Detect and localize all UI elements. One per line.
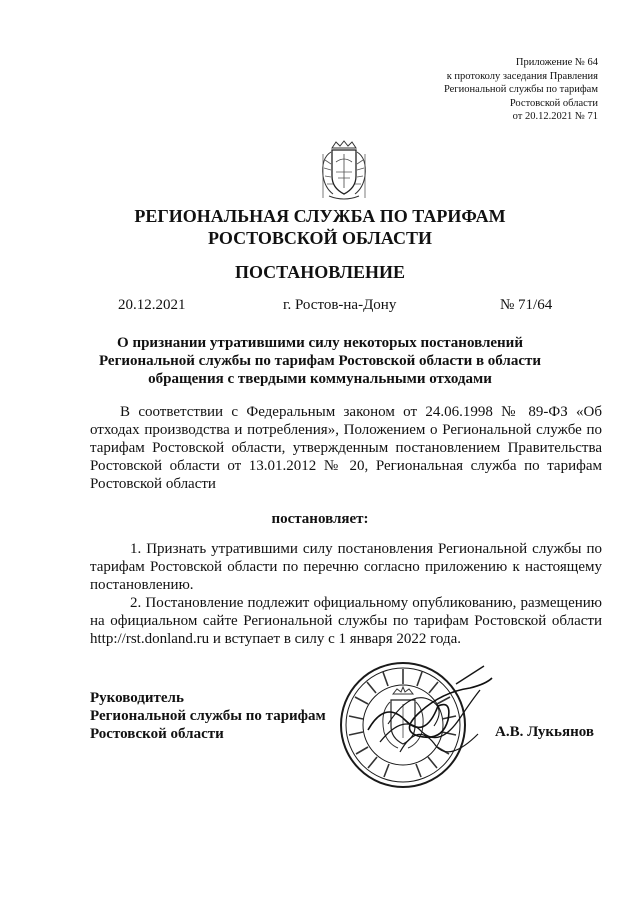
appendix-line: от 20.12.2021 № 71	[512, 111, 598, 122]
organization-name-line: РЕГИОНАЛЬНАЯ СЛУЖБА ПО ТАРИФАМ	[134, 206, 506, 226]
signatory-name: А.В. Лукьянов	[495, 724, 594, 740]
resolves-heading: постановляет:	[271, 511, 369, 527]
document-date: 20.12.2021	[118, 297, 186, 313]
document-number: № 71/64	[500, 297, 553, 313]
organization-name-line: РОСТОВСКОЙ ОБЛАСТИ	[208, 228, 432, 248]
subject-line: обращения с твердыми коммунальными отходами	[148, 371, 492, 387]
rostov-oblast-coat-of-arms-icon	[315, 140, 373, 204]
subject-line: О признании утратившими силу некоторых постановлений	[117, 335, 523, 351]
preamble-paragraph: В соответствии с Федеральным законом от 24.06.1998 № 89-ФЗ «Об отходах производства и потребления», Положением о Региональной службе по тарифам Ростовской области, утвержденным постановлением Правительства Ростовской области от 13.01.2012 № 20, Региональная служба по тарифам Ростовской области	[90, 404, 602, 492]
appendix-line: Приложение № 64	[515, 57, 598, 68]
signatory-title-line: Руководитель	[90, 690, 184, 706]
document-type-title: ПОСТАНОВЛЕНИЕ	[234, 262, 406, 282]
resolution-item-2: 2. Постановление подлежит официальному опубликованию, размещению на официальном сайте Региональной службы по тарифам Ростовской области http://rst.donland.ru и вступает в силу с 1 января 2022 года.	[90, 595, 602, 647]
signatory-title-line: Региональной службы по тарифам	[90, 708, 326, 724]
resolution-item-1: 1. Признать утратившими силу постановления Региональной службы по тарифам Ростовской области по перечню согласно приложению к настоящему постановлению.	[90, 541, 602, 593]
appendix-line: Региональной службы по тарифам	[443, 84, 598, 95]
signatory-title-line: Ростовской области	[90, 726, 224, 742]
organization-name	[0, 205, 640, 249]
appendix-note	[444, 56, 598, 124]
handwritten-signature-icon	[360, 660, 500, 770]
document-subject	[0, 334, 640, 388]
appendix-line: Ростовской области	[509, 97, 598, 109]
document-city: г. Ростов-на-Дону	[283, 297, 397, 313]
subject-line: Региональной службы по тарифам Ростовской области в области	[98, 353, 542, 369]
appendix-line: к протоколу заседания Правления	[446, 70, 598, 82]
signatory-title	[90, 689, 326, 743]
